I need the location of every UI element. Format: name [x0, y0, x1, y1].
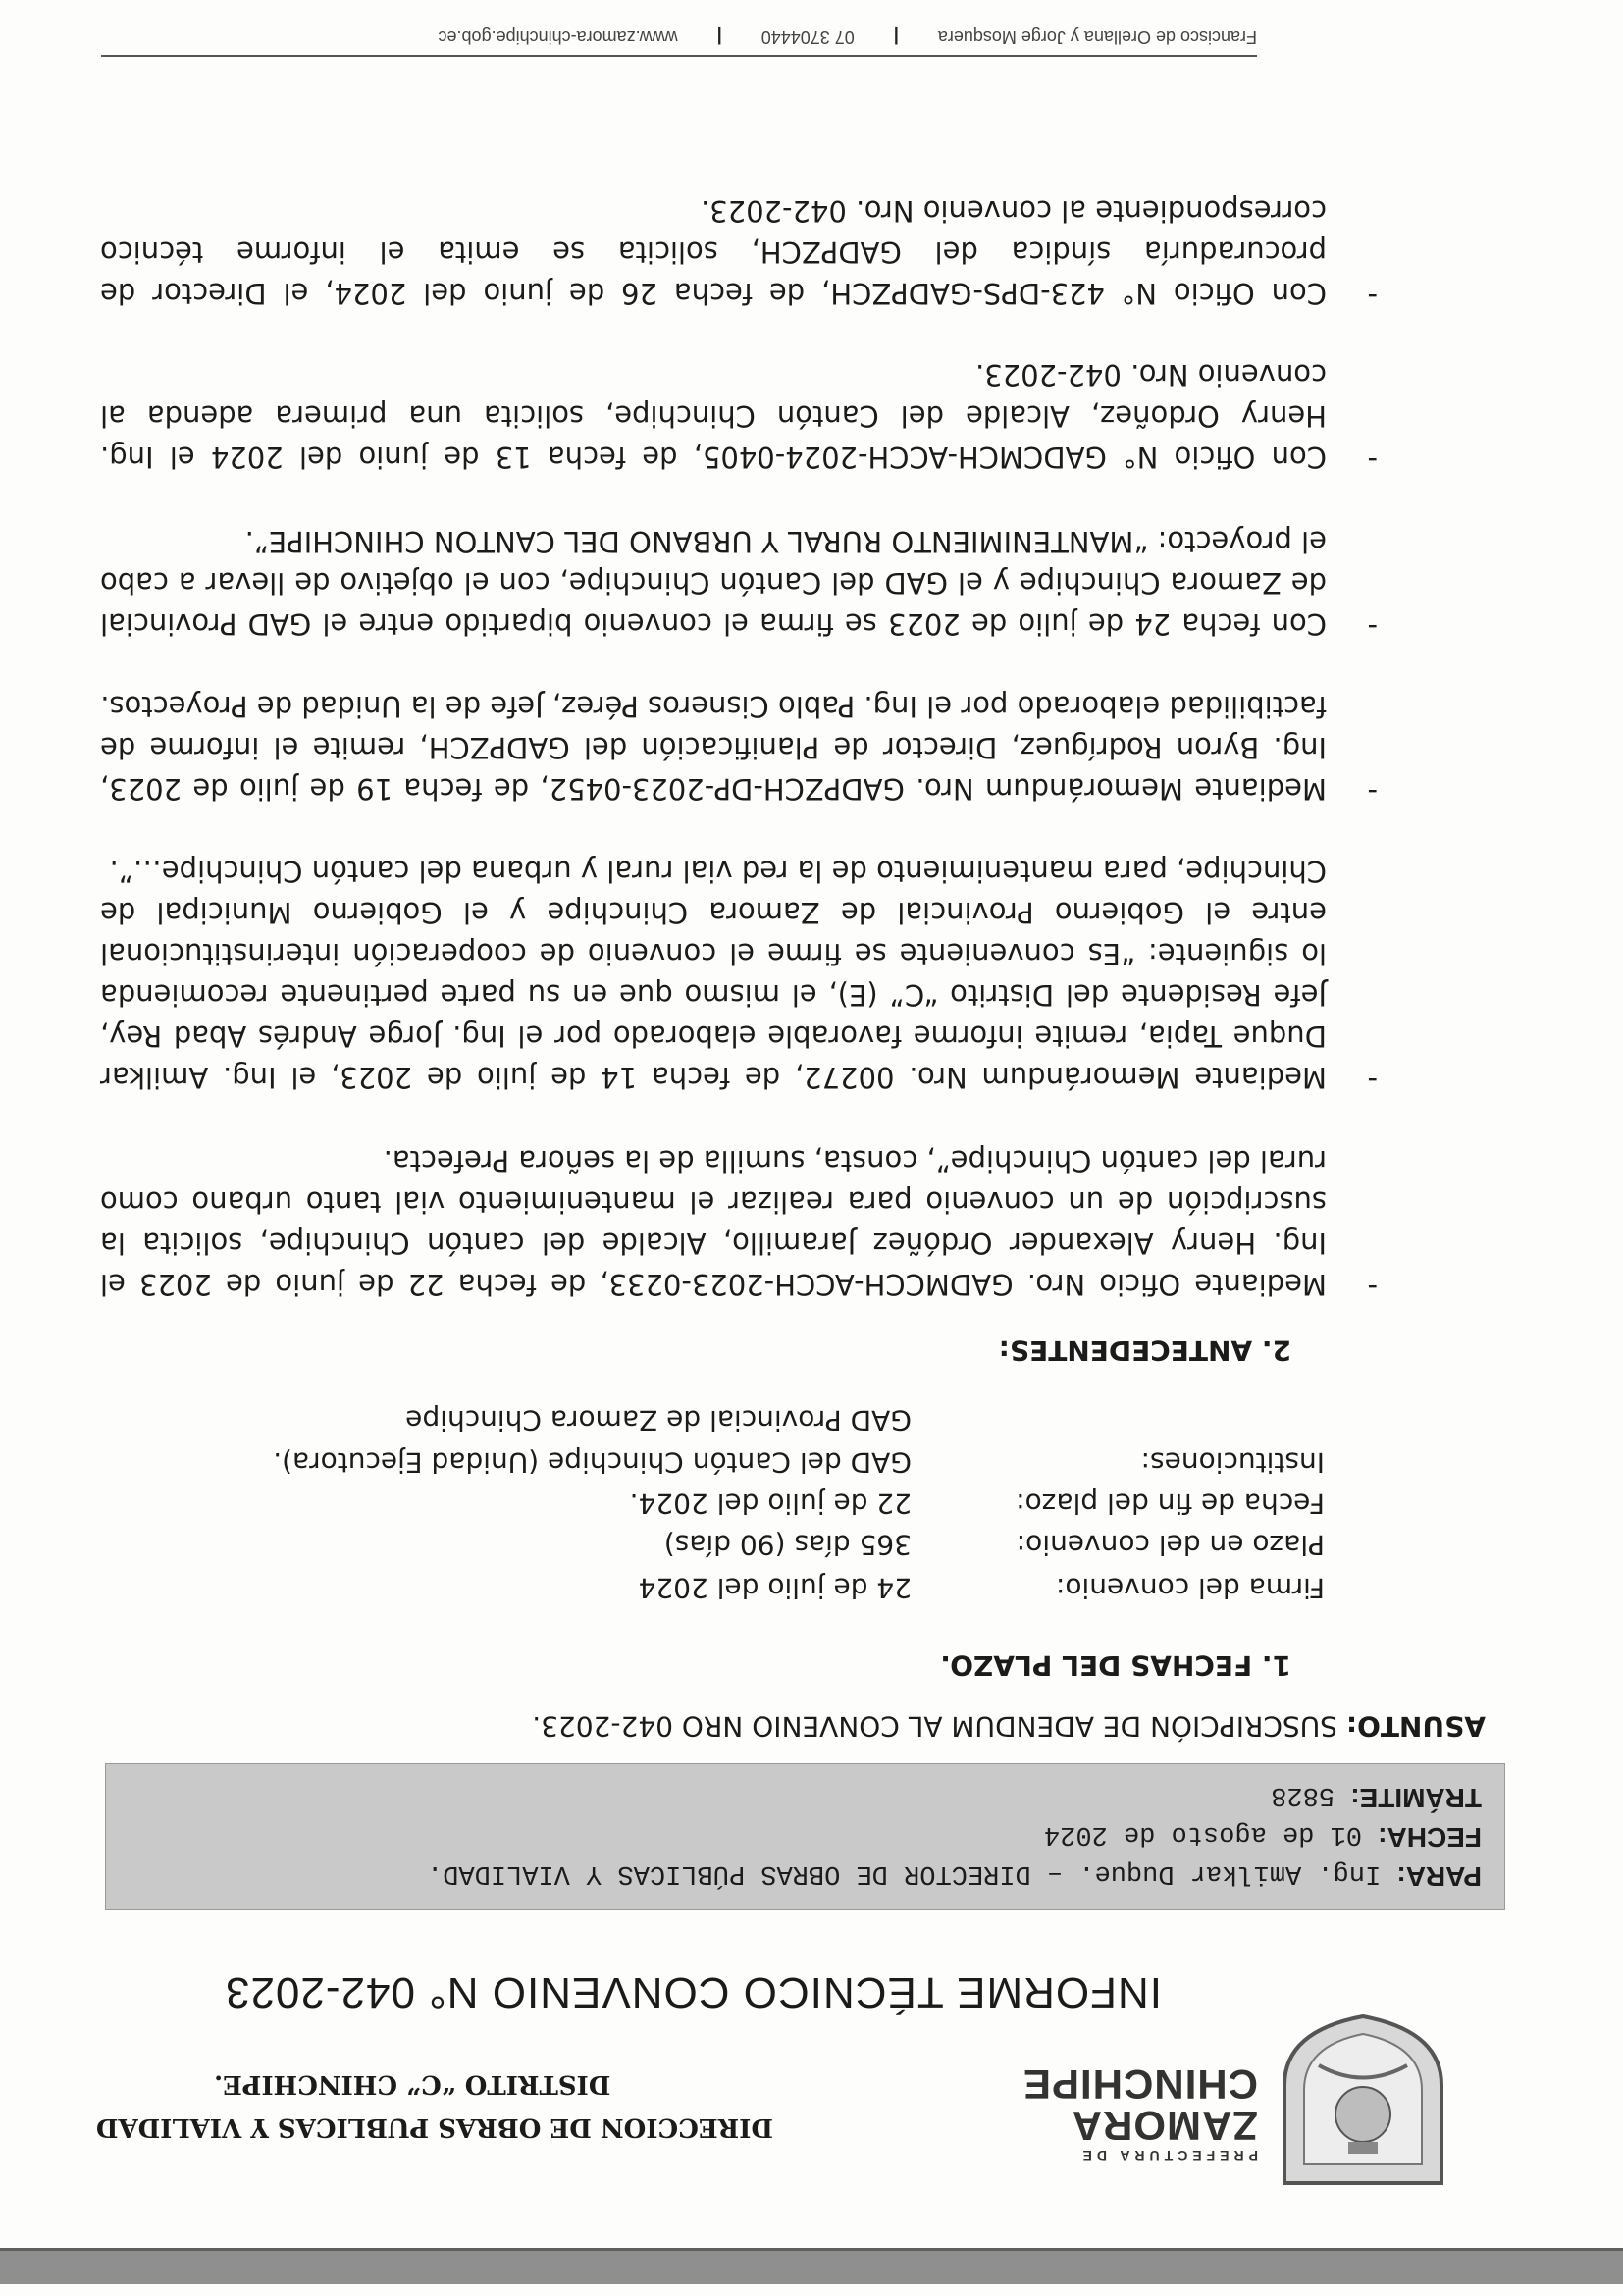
org-name-line1: ZAMORA	[1071, 2103, 1258, 2149]
section1-title: 1. FECHAS DEL PLAZO.	[940, 1649, 1291, 1682]
para-label: PARA:	[1396, 1861, 1482, 1892]
footer-separator: |	[716, 27, 722, 47]
instituciones-value-1: GAD del Cantón Chinchipe (Unidad Ejecutora).	[273, 1446, 912, 1479]
antecedente-item: Mediante Oficio Nro. GADMCCH-ACCH-2023-0233, de fecha 22 de junio de 2023 el Ing. Henry Alexander Ordóñez Jaramillo, Alcalde del cantón Chinchipe, solicita la suscripción de un convenio para realizar el mantenimiento vial tanto urbano como rural del cantón Chinchipe”, consta, sumilla de la señora Prefecta.	[100, 1144, 1327, 1301]
antecedente-item: Con fecha 24 de julio de 2023 se firma el convenio bipartido entre el GAD Provincial de Zamora Chinchipe y el GAD del Cantón Chinchipe, con el objetivo de llevar a cabo el proyecto: “MANTENIMIENTO RURAL Y URBANO DEL CANTON CHINCHIPE”.	[100, 525, 1327, 641]
antecedente-item: Mediante Memorándum Nro. GADPZCH-DP-2023-0452, de fecha 19 de julio de 2023, Ing. Byron Rodríguez, Director de Planificación del GADPZCH, remite el informe de factibilidad elaborado por el Ing. Pablo Cisneros Pérez, Jefe de la Unidad de Proyectos.	[100, 690, 1327, 806]
department-line1: DIRECCION DE OBRAS PUBLICAS Y VIALIDAD	[96, 2113, 773, 2142]
footer-phone: 07 3704440	[760, 27, 855, 47]
bullet-dash: -	[1367, 611, 1378, 645]
tramite-value: 5828	[1271, 1780, 1335, 1809]
plazo-label: Plazo en del convenio:	[1016, 1529, 1325, 1561]
plazo-value: 365 días (90 días)	[663, 1529, 912, 1561]
footer-website: www.zamora-chinchipe.gob.ec	[438, 27, 678, 47]
instituciones-label: Instituciones:	[1140, 1446, 1325, 1479]
tramite-row	[1271, 1780, 1482, 1813]
firma-label: Firma del convenio:	[1055, 1572, 1325, 1604]
instituciones-value-2: GAD Provincial de Zamora Chinchipe	[405, 1404, 912, 1436]
antecedente-item: Con Oficio N° GADCMCH-ACCH-2024-0405, de fecha 13 de junio del 2024 el Ing. Henry Ordoñez, Alcalde del Cantón Chinchipe, solicita una primera adenda al convenio Nro. 042-2023.	[100, 358, 1327, 474]
para-row	[427, 1858, 1482, 1892]
footer-address: Francisco de Orellana y Jorge Mosquera	[937, 27, 1257, 47]
bullet-dash: -	[1367, 281, 1378, 314]
bullet-dash: -	[1367, 1065, 1378, 1098]
fecha-row	[1044, 1819, 1482, 1852]
department-line2: DISTRITO “C” CHINCHIPE.	[214, 2069, 611, 2099]
page-footer	[101, 26, 1257, 57]
footer-separator: |	[893, 27, 899, 47]
org-brand	[1022, 2063, 1258, 2164]
tramite-label: TRÁMITE:	[1350, 1783, 1482, 1813]
scan-edge-bar	[0, 2248, 1623, 2284]
asunto-line	[532, 1710, 1486, 1743]
para-value: Ing. Amilkar Duque. – DIRECTOR DE OBRAS PÚBLICAS Y VIALIDAD.	[427, 1858, 1382, 1888]
firma-value: 24 de julio del 2024	[638, 1572, 912, 1604]
antecedente-item: Mediante Memorándum Nro. 00272, de fecha 14 de julio de 2023, el Ing. Amilkar Duque Tapia, remite informe favorable elaborado por el Ing. Jorge Andrés Abad Rey, Jefe Residente del Distrito “C” (E), el mismo que en su parte pertinente recomienda lo siguiente: “Es conveniente se firme el convenio de cooperación interinstitucional entre el Gobierno Provincial de Zamora Chinchipe y el Gobierno Municipal de Chinchipe, para mantenimiento de la red vial rural y urbana del cantón Chinchipe…”.	[100, 855, 1327, 1094]
document-title: INFORME TÉCNICO CONVENIO N° 042-2023	[225, 1968, 1162, 2016]
org-name-line2: CHINCHIPE	[1021, 2061, 1258, 2108]
prefectura-logo	[1265, 2011, 1461, 2193]
bullet-dash: -	[1367, 776, 1378, 809]
asunto-value: SUSCRIPCIÓN DE ADENDUM AL CONVENIO NRO 042-2023.	[532, 1710, 1337, 1743]
antecedente-item: Con Oficio N° 423-DPS-GADPZCH, de fecha 26 de junio del 2024, el Director de procuraduría síndica del GADPZCH, solicita se emita el informe técnico correspondiente al convenio Nro. 042-2023.	[100, 194, 1327, 310]
section2-title: 2. ANTECEDENTES:	[998, 1334, 1291, 1367]
asunto-label: ASUNTO:	[1345, 1710, 1486, 1743]
bullet-dash: -	[1367, 1272, 1378, 1305]
bullet-dash: -	[1367, 444, 1378, 478]
org-small-label: PREFECTURA DE	[1077, 2148, 1258, 2164]
fin-value: 22 de julio del 2024.	[629, 1487, 912, 1520]
fin-label: Fecha de fin del plazo:	[1016, 1487, 1325, 1520]
fecha-value: 01 de agosto de 2024	[1043, 1819, 1363, 1849]
department-heading	[96, 2062, 995, 2149]
fecha-label: FECHA:	[1378, 1822, 1482, 1852]
memo-header-box	[105, 1763, 1505, 1910]
